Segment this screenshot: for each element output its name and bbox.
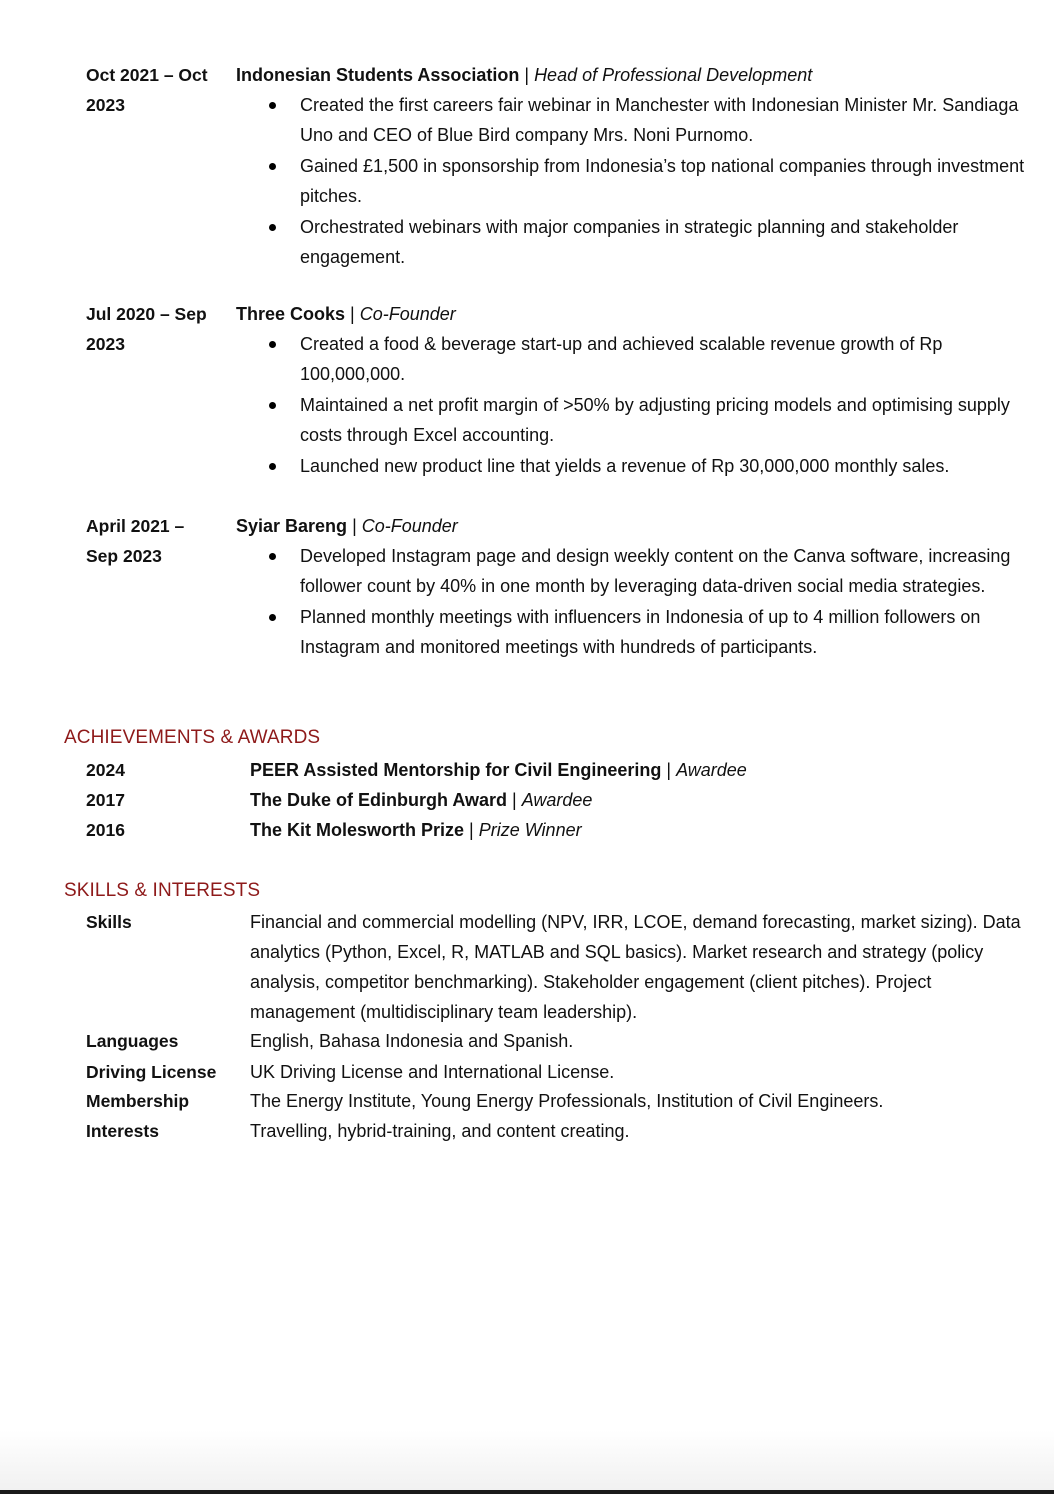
bullet-dot-icon xyxy=(269,224,276,231)
bullet-text: Orchestrated webinars with major companies in strategic planning and stakeholder engagement. xyxy=(300,217,959,267)
bullet-text: Maintained a net profit margin of >50% by adjusting pricing models and optimising supply costs through Excel accounting. xyxy=(300,395,1010,445)
organization-name: Three Cooks xyxy=(236,304,346,324)
org-line xyxy=(236,511,1026,541)
award-text xyxy=(250,815,582,845)
bullet-text: Launched new product line that yields a revenue of Rp 30,000,000 monthly sales. xyxy=(300,456,950,476)
separator: | xyxy=(519,65,535,85)
bullet-list xyxy=(236,541,1026,662)
skill-label: Driving License xyxy=(86,1062,217,1082)
bullet-item xyxy=(236,451,1026,481)
date-line-1: Oct 2021 – Oct xyxy=(86,65,208,85)
bullet-text: Gained £1,500 in sponsorship from Indonesia’s top national companies through investment pitches. xyxy=(300,156,1025,206)
award-row xyxy=(86,815,1026,845)
experience-body xyxy=(236,60,1026,273)
bullet-item xyxy=(236,90,1026,150)
award-text xyxy=(250,755,747,785)
org-line xyxy=(236,60,1026,90)
bullet-list xyxy=(236,329,1026,481)
date-line-1: April 2021 – xyxy=(86,516,185,536)
award-row xyxy=(86,785,1026,815)
achievements-heading: ACHIEVEMENTS & AWARDS xyxy=(64,727,321,748)
org-line xyxy=(236,299,1026,329)
date-line-2: 2023 xyxy=(86,95,125,115)
page-bottom-edge xyxy=(0,1490,1054,1494)
date-line-1: Jul 2020 – Sep xyxy=(86,304,207,324)
award-title: The Duke of Edinburgh Award xyxy=(250,790,508,810)
award-year: 2024 xyxy=(86,760,125,780)
role-title: Co-Founder xyxy=(359,304,456,324)
experience-date xyxy=(86,60,226,120)
bullet-dot-icon xyxy=(269,102,276,109)
bullet-text: Developed Instagram page and design weekly content on the Canva software, increasing follower count by 40% in one month by leveraging data-driven social media strategies. xyxy=(300,546,1011,596)
award-role: Awardee xyxy=(676,760,747,780)
bullet-dot-icon xyxy=(269,553,276,560)
organization-name: Indonesian Students Association xyxy=(236,65,520,85)
bullet-text: Created a food & beverage start-up and achieved scalable revenue growth of Rp 100,000,000. xyxy=(300,334,943,384)
award-year: 2016 xyxy=(86,820,125,840)
experience-date xyxy=(86,299,226,359)
skill-value: The Energy Institute, Young Energy Professionals, Institution of Civil Engineers. xyxy=(250,1091,884,1111)
page-bottom-shadow xyxy=(0,1430,1054,1490)
date-line-2: 2023 xyxy=(86,334,125,354)
bullet-dot-icon xyxy=(269,402,276,409)
award-role: Prize Winner xyxy=(478,820,582,840)
bullet-item xyxy=(236,329,1026,389)
bullet-item xyxy=(236,151,1026,211)
skill-value: Financial and commercial modelling (NPV, IRR, LCOE, demand forecasting, market sizing). Data analytics (Python, Excel, R, MATLAB and SQL basics). Market research and strategy (policy analysis, competitor benchmarking). Stakeholder engagement (client pitches). Project management (multidisciplinary team leadership). xyxy=(250,912,1021,1022)
experience-body xyxy=(236,511,1026,663)
skill-label: Skills xyxy=(86,912,132,932)
role-title: Co-Founder xyxy=(361,516,458,536)
bullet-dot-icon xyxy=(269,463,276,470)
date-line-2: Sep 2023 xyxy=(86,546,162,566)
skill-label: Membership xyxy=(86,1091,190,1111)
skill-label: Languages xyxy=(86,1031,179,1051)
skill-label: Interests xyxy=(86,1121,159,1141)
award-title: PEER Assisted Mentorship for Civil Engineering xyxy=(250,760,662,780)
skill-value: Travelling, hybrid-training, and content creating. xyxy=(250,1121,630,1141)
experience-date xyxy=(86,511,226,571)
separator: | xyxy=(345,304,360,324)
skills-heading: SKILLS & INTERESTS xyxy=(64,880,261,901)
award-row xyxy=(86,755,1026,785)
bullet-item xyxy=(236,602,1026,662)
experience-body xyxy=(236,299,1026,482)
skill-value: English, Bahasa Indonesia and Spanish. xyxy=(250,1031,574,1051)
award-year: 2017 xyxy=(86,790,125,810)
award-text xyxy=(250,785,592,815)
bullet-text: Planned monthly meetings with influencers in Indonesia of up to 4 million followers on Instagram and monitored meetings with hundreds of participants. xyxy=(300,607,981,657)
bullet-dot-icon xyxy=(269,341,276,348)
bullet-item xyxy=(236,212,1026,272)
separator: | xyxy=(464,820,479,840)
role-title: Head of Professional Development xyxy=(534,65,813,85)
skill-value: UK Driving License and International License. xyxy=(250,1062,615,1082)
bullet-dot-icon xyxy=(269,614,276,621)
organization-name: Syiar Bareng xyxy=(236,516,348,536)
bullet-item xyxy=(236,541,1026,601)
bullet-text: Created the first careers fair webinar in Manchester with Indonesian Minister Mr. Sandiaga Uno and CEO of Blue Bird company Mrs. Noni Purnomo. xyxy=(300,95,1019,145)
separator: | xyxy=(507,790,522,810)
bullet-list xyxy=(236,90,1026,272)
award-title: The Kit Molesworth Prize xyxy=(250,820,465,840)
separator: | xyxy=(661,760,677,780)
bullet-item xyxy=(236,390,1026,450)
award-role: Awardee xyxy=(521,790,593,810)
bullet-dot-icon xyxy=(269,163,276,170)
separator: | xyxy=(347,516,362,536)
